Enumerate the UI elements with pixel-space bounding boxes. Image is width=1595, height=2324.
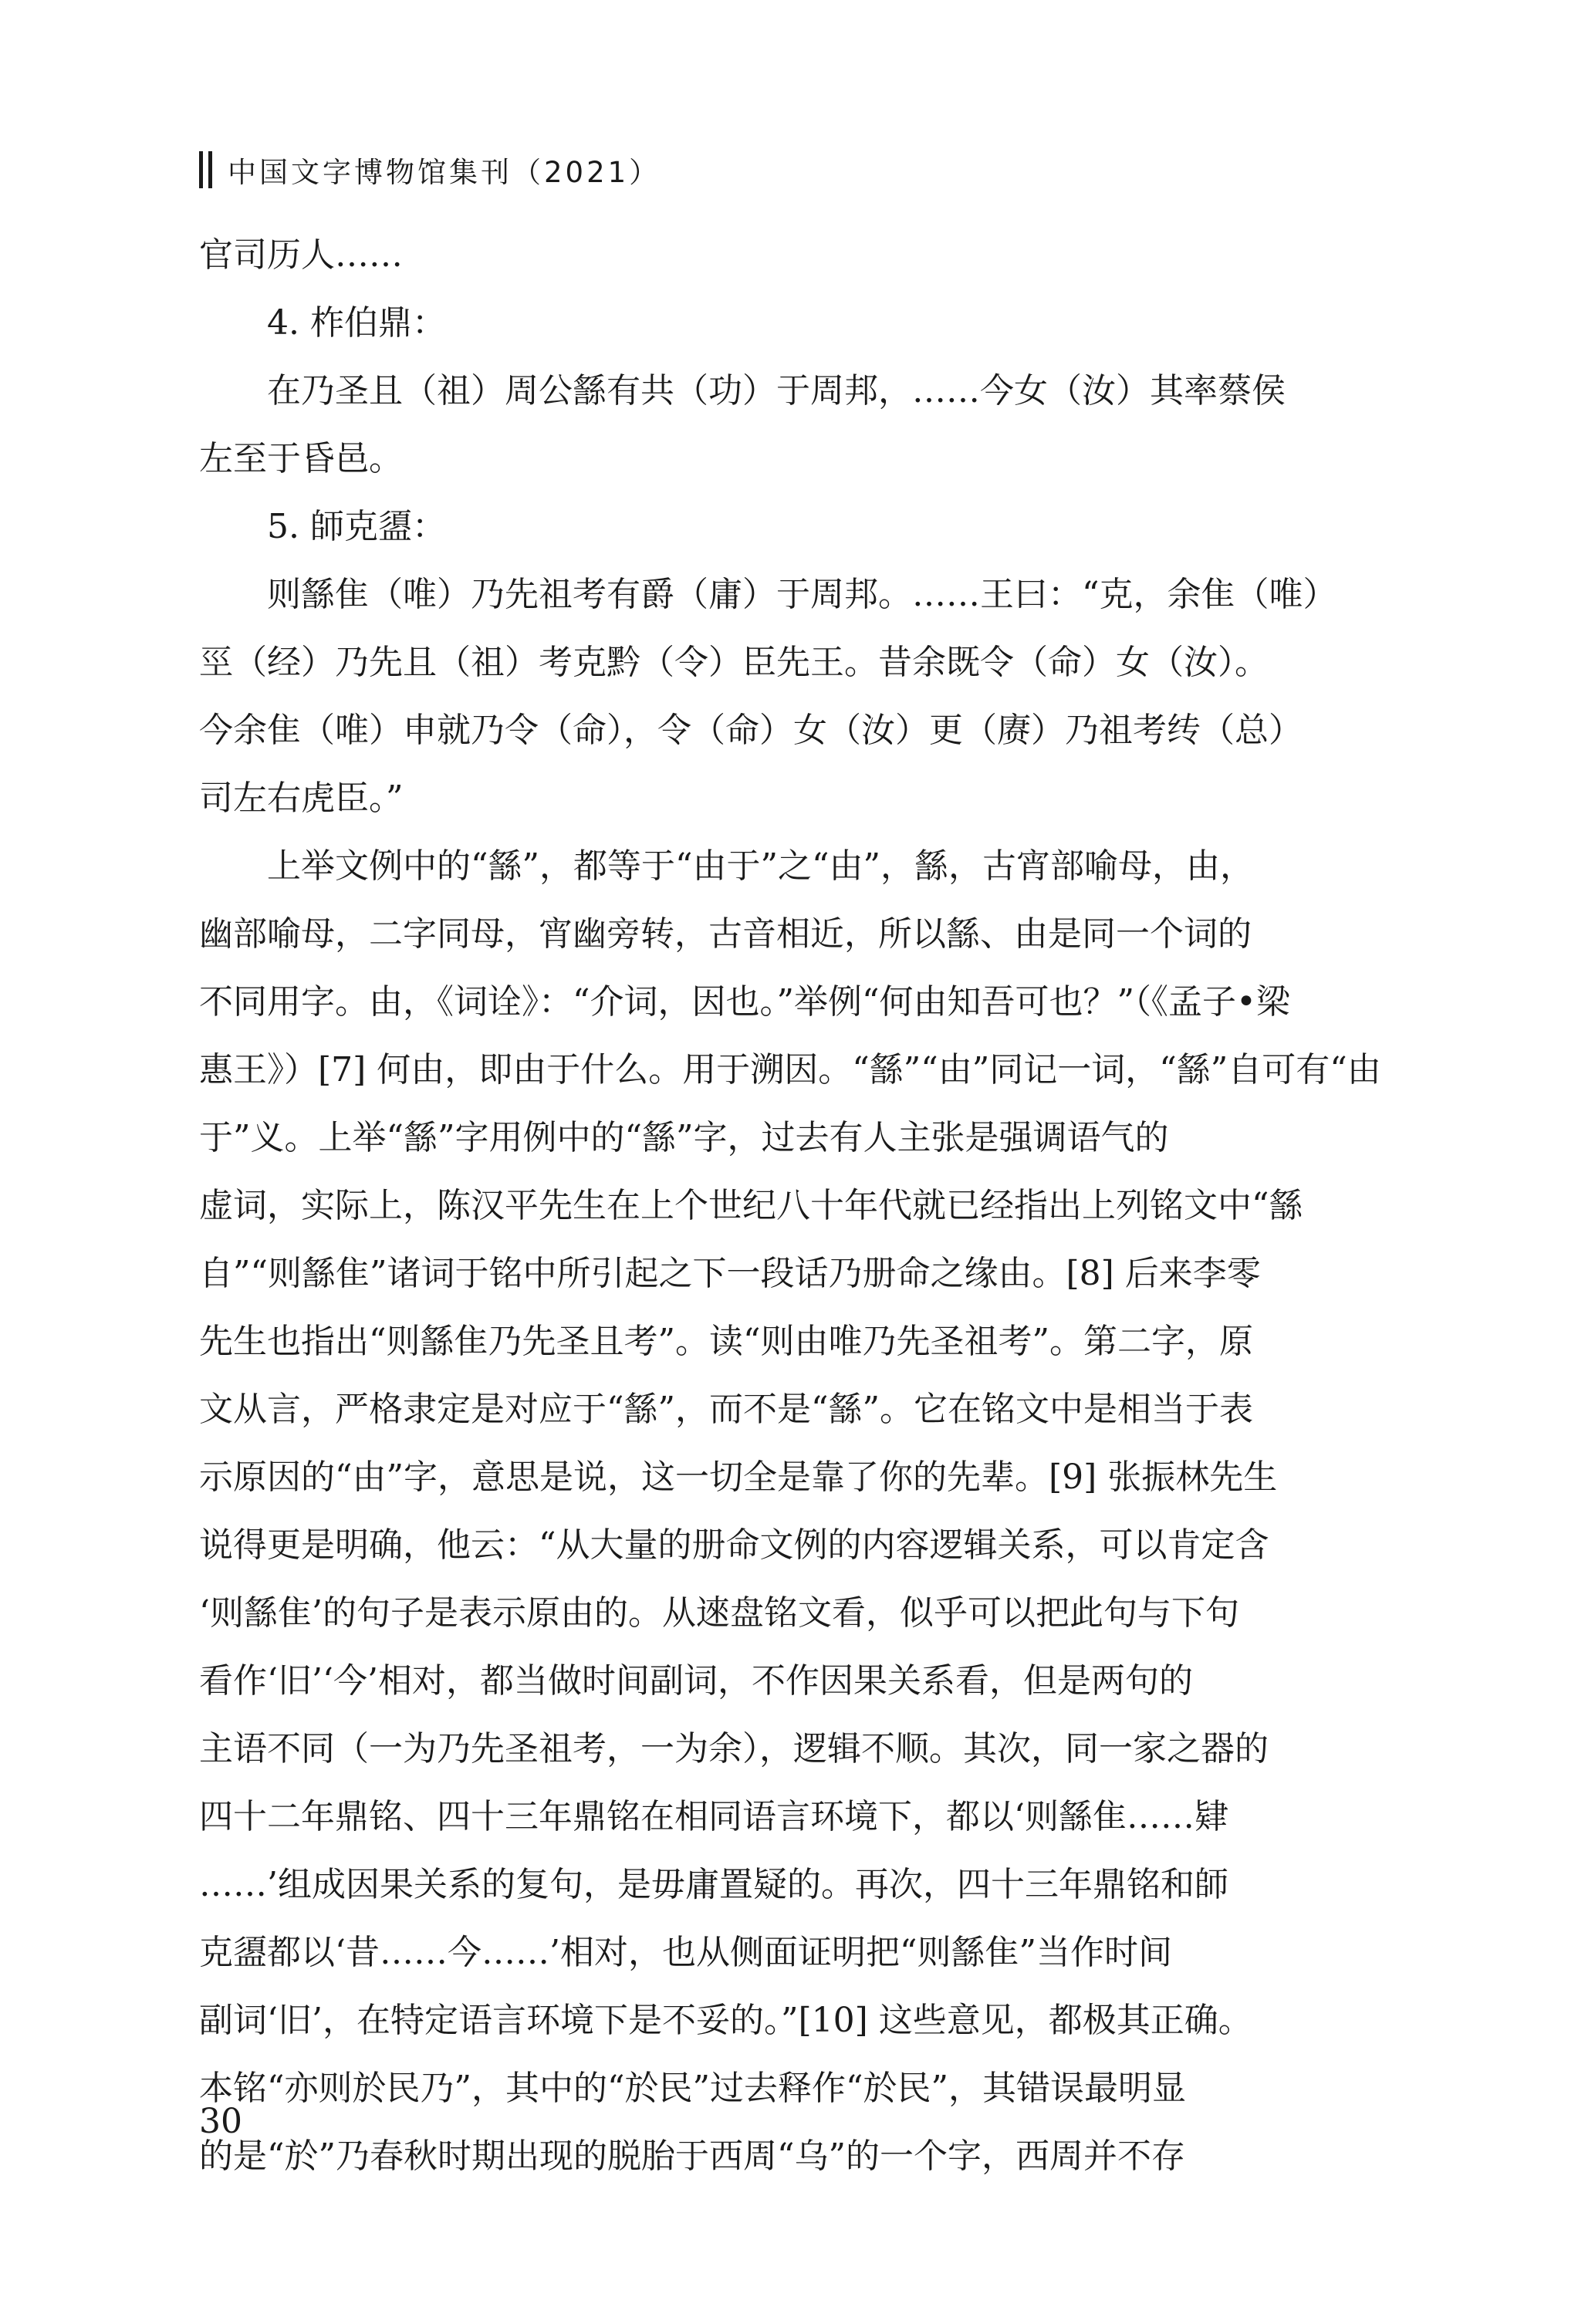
text-line: 示原因的“由”字，意思是说，这一切全是靠了你的先辈。[9] 张振林先生 (199, 1458, 1278, 1497)
text-line: 在乃圣且（祖）周公䌛有共（功）于周邦，……今女（汝）其率蔡侯 (267, 371, 1286, 410)
text-line: 自”“则䌛隹”诸词于铭中所引起之下一段话乃册命之缘由。[8] 后来李零 (199, 1254, 1261, 1293)
text-line: 虚词，实际上，陈汉平先生在上个世纪八十年代就已经指出上列铭文中“䌛 (199, 1186, 1303, 1225)
text-line: 本铭“亦则於民乃”，其中的“於民”过去释作“於民”，其错误最明显 (199, 2069, 1186, 2108)
text-line: 主语不同（一为乃先圣祖考，一为余），逻辑不顺。其次，同一家之器的 (199, 1729, 1269, 1768)
text-line: 于”义。上举“䌛”字用例中的“䌛”字，过去有人主张是强调语气的 (199, 1118, 1169, 1157)
text-line: 巠（经）乃先且（祖）考克黔（令）臣先王。昔余既令（命）女（汝）。 (199, 643, 1269, 682)
text-line: 左至于昏邑。 (199, 439, 403, 478)
text-line: 幽部喻母，二字同母，宵幽旁转，古音相近，所以䌛、由是同一个词的 (199, 914, 1252, 954)
page-number: 30 (199, 2102, 242, 2141)
text-line: 今余隹（唯）申就乃令（命），令（命）女（汝）更（赓）乃祖考䌸（总） (199, 711, 1303, 750)
text-line: 上举文例中的“䌛”，都等于“由于”之“由”，䌛，古宵部喻母，由， (267, 846, 1254, 886)
text-line: 不同用字。由，《词诠》：“介词，因也。”举例“何由知吾可也？”（《孟子•梁 (199, 982, 1290, 1022)
text-line: 副词‘旧’，在特定语言环境下是不妥的。”[10] 这些意见，都极其正确。 (199, 2001, 1252, 2040)
journal-title: 中国文字博物馆集刊（2021） (228, 156, 661, 189)
header-double-bar-icon (199, 151, 212, 188)
text-line: ‘则䌛隹’的句子是表示原由的。从逨盘铭文看，似乎可以把此句与下句 (199, 1593, 1239, 1633)
article-body (199, 221, 1384, 2191)
text-line: 先生也指出“则䌛隹乃先圣且考”。读“则由唯乃先圣祖考”。第二字，原 (199, 1322, 1253, 1361)
inscription-heading: 4. 柞伯鼎： (267, 303, 446, 343)
text-line: 司左右虎臣。” (199, 779, 404, 818)
running-header (199, 147, 661, 193)
text-line: 官司历人…… (199, 235, 403, 275)
text-line: 文从言，严格隶定是对应于“䌛”，而不是“䌛”。它在铭文中是相当于表 (199, 1390, 1253, 1429)
text-line: 的是“於”乃春秋时期出现的脱胎于西周“乌”的一个字，西周并不存 (199, 2137, 1185, 2176)
text-line: 四十二年鼎铭、四十三年鼎铭在相同语言环境下，都以‘则䌛隹……肄 (199, 1797, 1228, 1836)
text-line: 则䌛隹（唯）乃先祖考有爵（庸）于周邦。……王曰：“克，余隹（唯） (267, 575, 1337, 614)
text-line: 看作‘旧’‘今’相对，都当做时间副词，不作因果关系看，但是两句的 (199, 1661, 1193, 1701)
text-line: 克盨都以‘昔……今……’相对，也从侧面证明把“则䌛隹”当作时间 (199, 1933, 1172, 1972)
text-line: 惠王》）[7] 何由，即由于什么。用于溯因。“䌛”“由”同记一词，“䌛”自可有“由 (199, 1050, 1381, 1089)
text-line: 说得更是明确，他云：“从大量的册命文例的内容逻辑关系，可以肯定含 (199, 1525, 1269, 1565)
text-line: ……’组成因果关系的复句，是毋庸置疑的。再次，四十三年鼎铭和師 (199, 1865, 1228, 1904)
inscription-heading: 5. 師克盨： (267, 507, 446, 546)
